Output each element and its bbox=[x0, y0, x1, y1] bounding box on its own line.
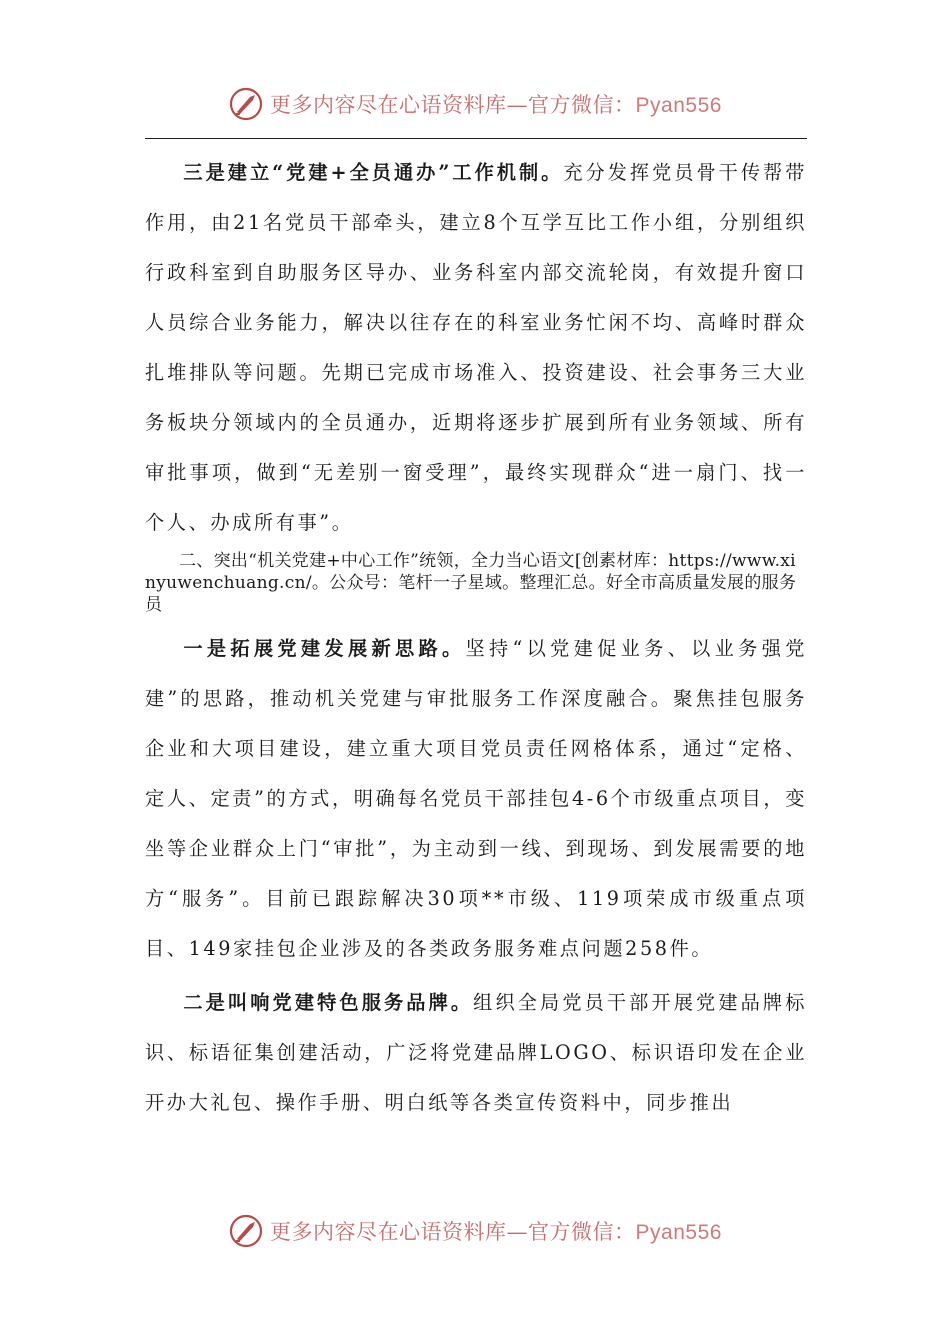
section-heading: 二、突出“机关党建+中心工作”统领，全力当心语文[创素材库：https://www.xinyuwenchuang.cn/。公众号：笔杆一子星域。整理汇总。好全市高质量发展的服务员 bbox=[145, 551, 797, 615]
paragraph-service-brand bbox=[145, 978, 807, 1128]
paragraph-text: 充分发挥党员骨干传帮带作用，由21名党员干部牵头，建立8个互学互比工作小组，分别组织行政科室到自助服务区导办、业务科室内部交流轮岗，有效提升窗口人员综合业务能力，解决以往存在的科室业务忙闲不均、高峰时群众扎堆排队等问题。先期已完成市场准入、投资建设、社会事务三大业务板块分领域内的全员通办，近期将逐步扩展到所有业务领域、所有审批事项，做到“无差别一窗受理”，最终实现群众“进一扇门、找一个人、办成所有事”。 bbox=[145, 161, 807, 534]
paragraph-text: 组织全局党员干部开展党建品牌标识、标语征集创建活动，广泛将党建品牌LOGO、标识语印发在企业开办大礼包、操作手册、明白纸等各类宣传资料中，同步推出 bbox=[145, 991, 807, 1114]
paragraph-new-ideas bbox=[145, 624, 807, 974]
paragraph-text: 坚持“以党建促业务、以业务强党建”的思路，推动机关党建与审批服务工作深度融合。聚焦挂包服务企业和大项目建设，建立重大项目党员责任网格体系，通过“定格、定人、定责”的方式，明确每名党员干部挂包4-6个市级重点项目，变坐等企业群众上门“审批”，为主动到一线、到现场、到发展需要的地方“服务”。目前已跟踪解决30项**市级、119项荣成市级重点项目、149家挂包企业涉及的各类政务服务难点问题258件。 bbox=[145, 637, 807, 960]
header-rule bbox=[145, 138, 807, 139]
pen-seal-logo-icon bbox=[228, 86, 264, 122]
watermark-text: 更多内容尽在心语资料库—官方微信：Pyan556 bbox=[270, 93, 722, 117]
paragraph-staff-handling bbox=[145, 148, 807, 548]
pen-seal-logo-icon bbox=[228, 1213, 264, 1249]
watermark-banner-top bbox=[0, 84, 950, 124]
watermark-text: 更多内容尽在心语资料库—官方微信：Pyan556 bbox=[270, 1220, 722, 1244]
document-body bbox=[145, 148, 807, 1128]
watermark-banner-bottom bbox=[0, 1211, 950, 1251]
paragraph-lead: 一是拓展党建发展新思路。 bbox=[183, 637, 466, 660]
paragraph-lead: 二是叫响党建特色服务品牌。 bbox=[183, 991, 474, 1014]
paragraph-lead: 三是建立“党建+全员通办”工作机制。 bbox=[183, 161, 564, 184]
